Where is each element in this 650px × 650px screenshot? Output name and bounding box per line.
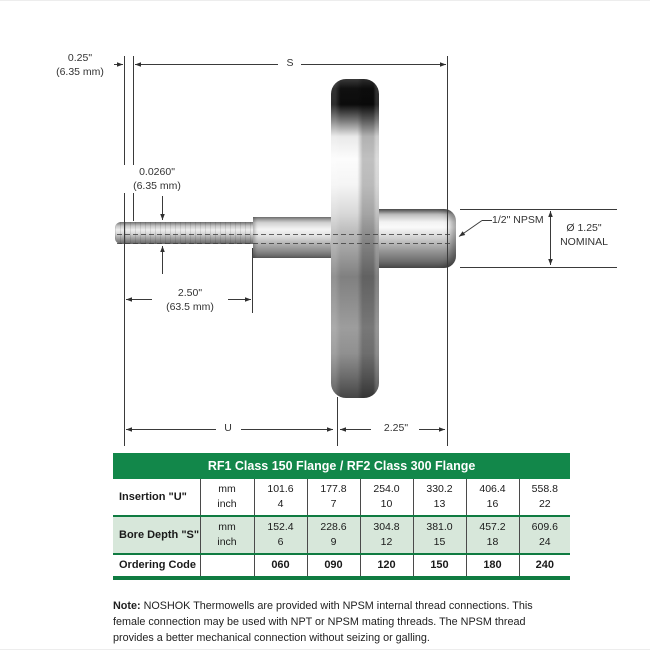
- table-cell: 254.0 10: [360, 479, 413, 516]
- footnote-text: NOSHOK Thermowells are provided with NPSM internal thread connections. This female connection may be used with NPT or NPSM mating threads. The NPSM thread provides a better mechanical connection without seizing or galling.: [113, 600, 533, 644]
- dim-label-u: U: [220, 421, 236, 435]
- ordering-code-cell: 120: [360, 554, 413, 578]
- ordering-code-cell: 090: [307, 554, 360, 578]
- ordering-code-cell: 180: [466, 554, 519, 578]
- table-cell: 609.6 24: [519, 516, 570, 554]
- table-header-row: [113, 453, 570, 479]
- dim-label-nominal-dia: Ø 1.25" NOMINAL: [560, 222, 608, 248]
- leader-npsm: [459, 221, 492, 237]
- thermowell-stem-step: [253, 217, 335, 258]
- dim-label-s: S: [282, 56, 298, 70]
- unit-cell: mm inch: [200, 479, 254, 516]
- thermowell-hub: [377, 209, 456, 268]
- table-cell: 152.4 6: [254, 516, 307, 554]
- ordering-code-cell: 150: [413, 554, 466, 578]
- footnote-label: Note:: [113, 600, 141, 612]
- table-row-bore-depth-s: [113, 516, 570, 554]
- ordering-code-cell: 060: [254, 554, 307, 578]
- table-row-insertion-u: [113, 479, 570, 516]
- unit-cell: mm inch: [200, 516, 254, 554]
- thermowell-stem-tip: [115, 222, 254, 244]
- row-label-insertion-u: Insertion "U": [119, 490, 187, 503]
- unit-cell-empty: [200, 554, 254, 578]
- dim-label-npsm-thread: 1/2" NPSM: [492, 214, 544, 226]
- table-cell: 177.8 7: [307, 479, 360, 516]
- dim-label-bore-dia: 0.0260" (6.35 mm): [122, 165, 192, 193]
- dim-label-tip-offset: 0.25" (6.35 mm): [46, 51, 114, 79]
- footnote: [113, 598, 549, 646]
- table-cell: 457.2 18: [466, 516, 519, 554]
- table-row-ordering-code: [113, 554, 570, 578]
- table-cell: 558.8 22: [519, 479, 570, 516]
- table-title: RF1 Class 150 Flange / RF2 Class 300 Flange: [113, 453, 570, 479]
- table-cell: 101.6 4: [254, 479, 307, 516]
- table-cell: 330.2 13: [413, 479, 466, 516]
- dim-label-lagging: 2.25": [373, 421, 419, 435]
- table-cell: 228.6 9: [307, 516, 360, 554]
- flange-spec-table: [113, 453, 570, 580]
- table-cell: 304.8 12: [360, 516, 413, 554]
- ordering-code-cell: 240: [519, 554, 570, 578]
- row-label-ordering-code: Ordering Code: [113, 554, 200, 578]
- table-cell: 381.0 15: [413, 516, 466, 554]
- row-label-bore-depth-s: Bore Depth "S": [113, 516, 200, 554]
- table-cell: 406.4 16: [466, 479, 519, 516]
- dim-label-tip-length: 2.50" (63.5 mm): [152, 286, 228, 314]
- flange-disc: [331, 79, 379, 398]
